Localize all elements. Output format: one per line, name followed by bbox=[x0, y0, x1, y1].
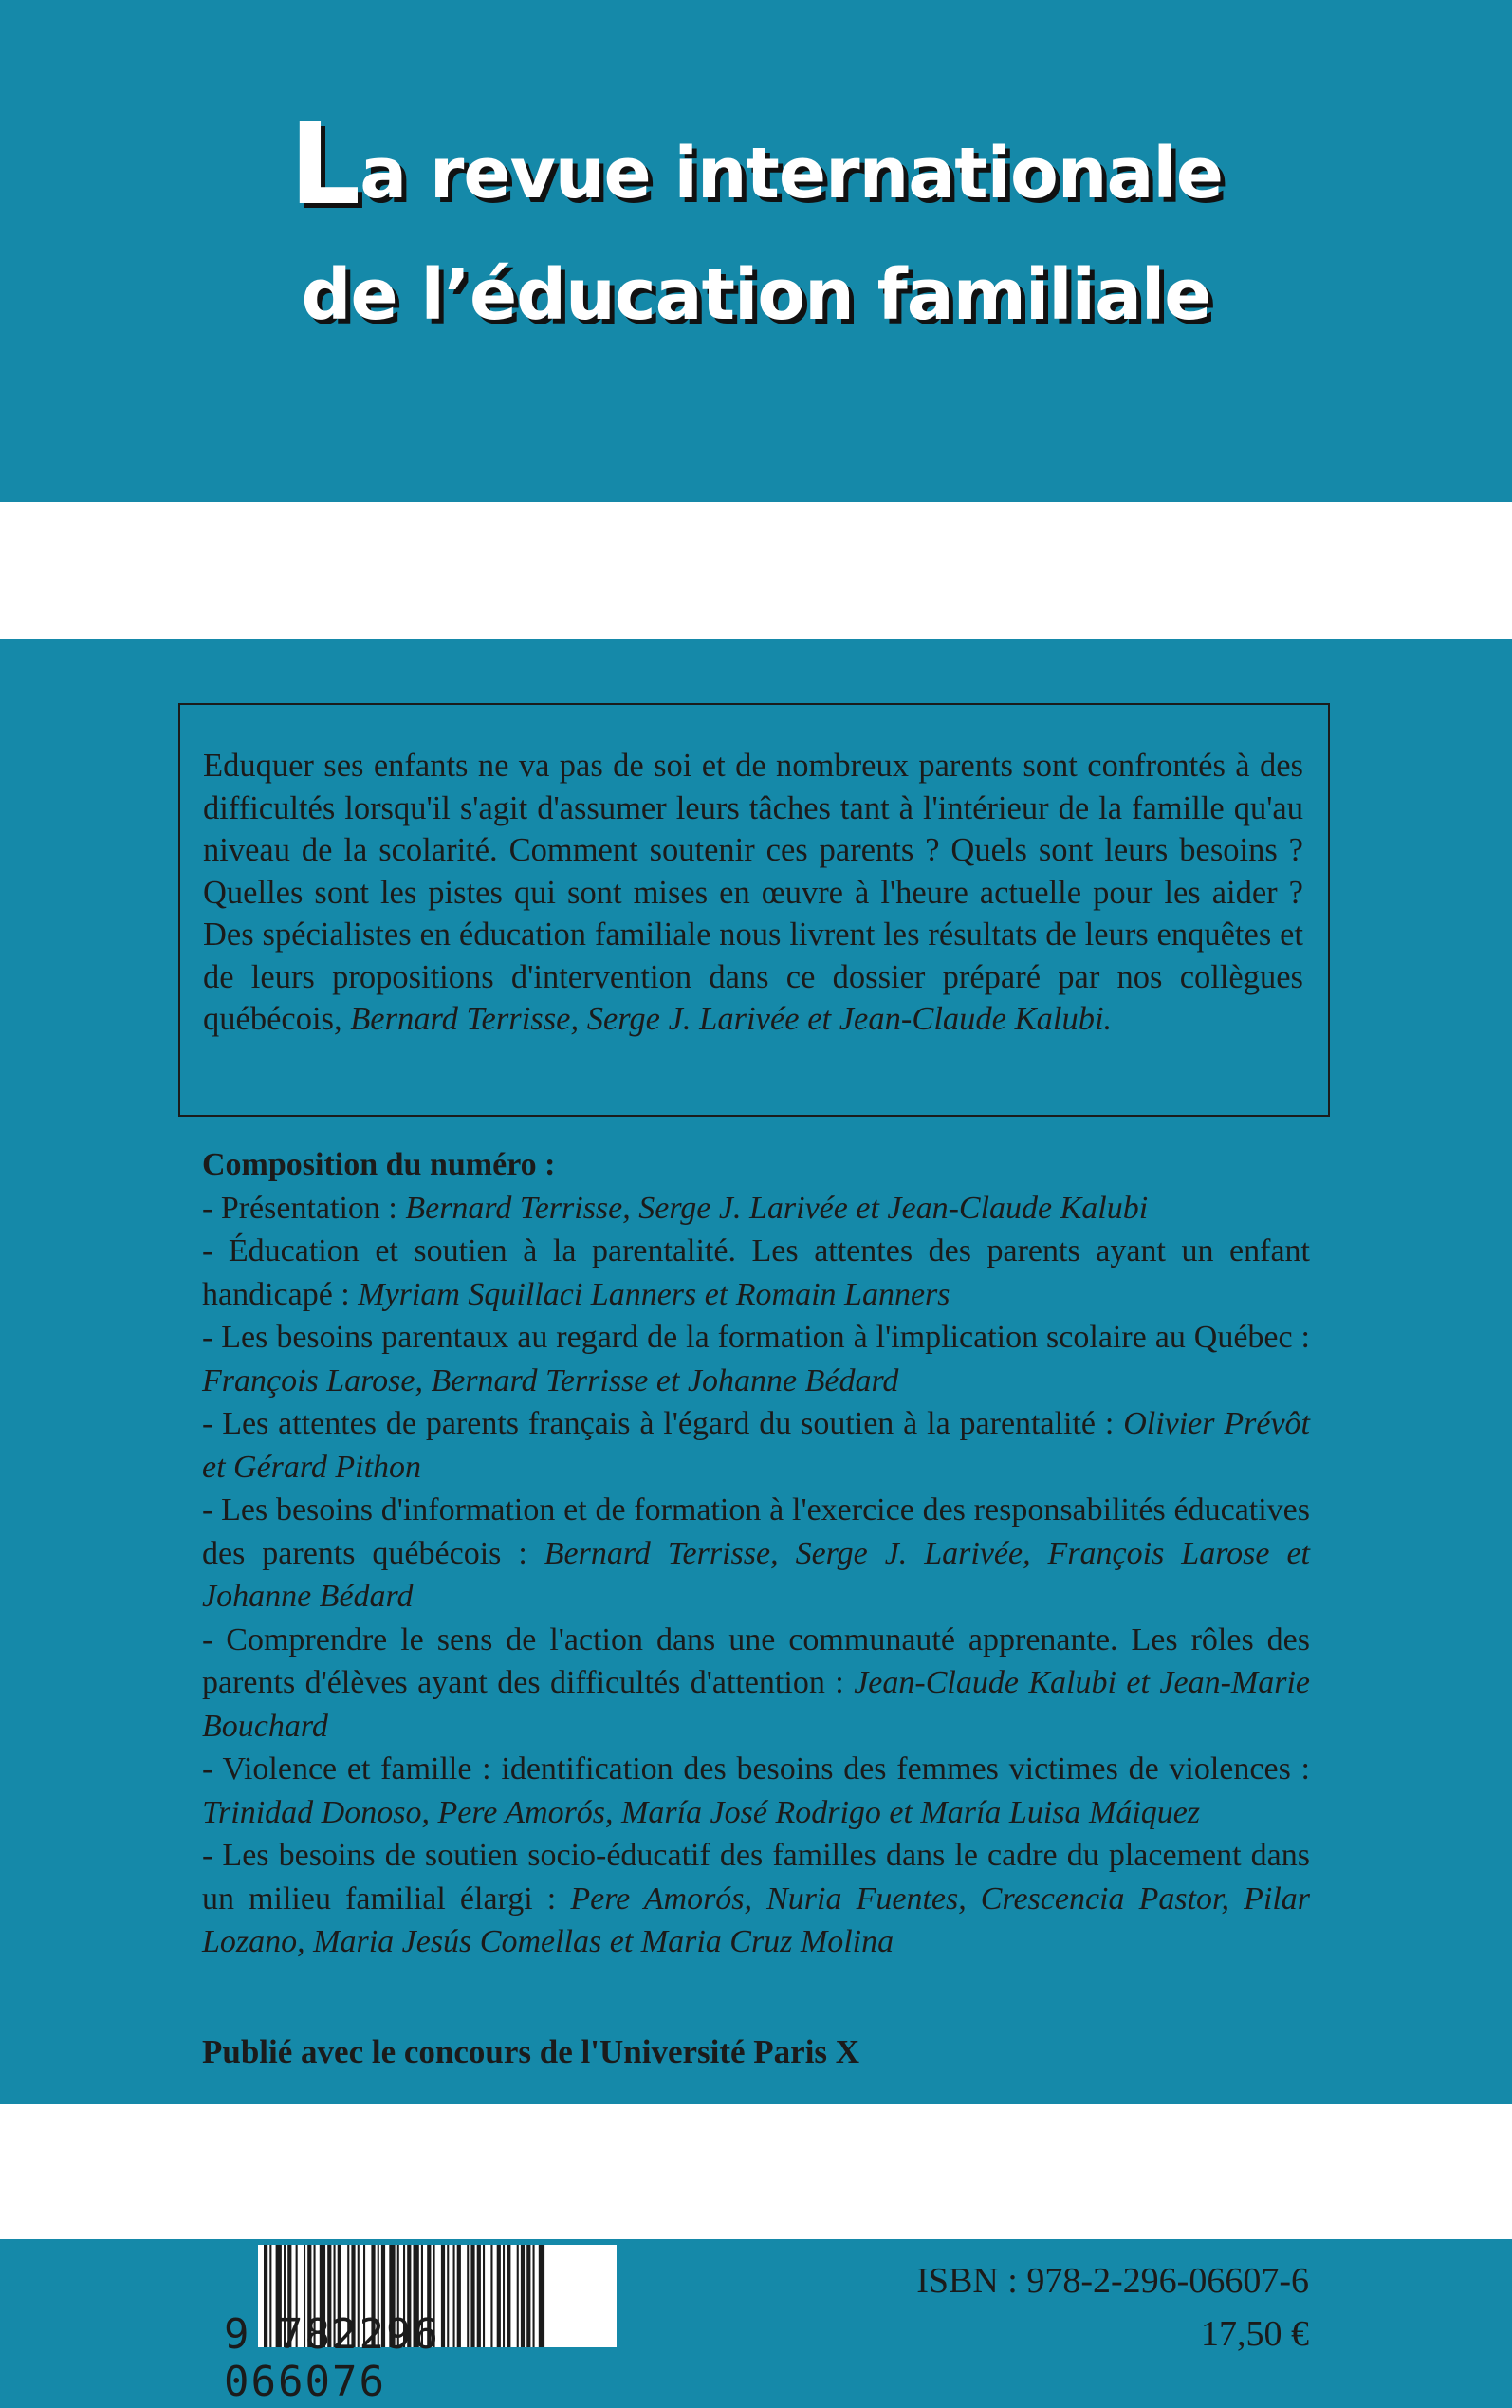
entry-authors: François Larose, Bernard Terrisse et Johanne Bédard bbox=[202, 1362, 899, 1398]
composition-heading: Composition du numéro : bbox=[202, 1147, 556, 1182]
list-item bbox=[202, 1489, 1310, 1619]
barcode-digits: 9 782296 066076 bbox=[224, 2310, 440, 2406]
intro-text: Eduquer ses enfants ne va pas de soi et de nombreux parents sont confrontés à des difficultés lorsqu'il s'agit d'assumer leurs tâches tant à l'intérieur de la famille qu'au niveau de la scolarité. Comment soutenir ces parents ? Quels sont leurs besoins ? Quelles sont les pistes qui sont mises en œuvre à l'heure actuelle pour les aider ? Des spécialistes en éducation familiale nous livrent les résultats de leurs enquêtes et de leurs propositions d'intervention dans ce dossier préparé par nos collègues québécois, bbox=[203, 748, 1303, 1037]
entry-title: - Éducation et soutien à la parentalité. Les attentes des parents ayant un enfant handicapé : bbox=[202, 1233, 1310, 1312]
entry-title: - Présentation : bbox=[202, 1190, 406, 1226]
list-item bbox=[202, 1316, 1310, 1402]
entry-authors: Bernard Terrisse, Serge J. Larivée, François Larose et Johanne Bédard bbox=[202, 1535, 1310, 1614]
title-initial: L bbox=[289, 99, 360, 230]
publisher-note: Publié avec le concours de l'Université Paris X bbox=[202, 2033, 860, 2070]
entry-authors: Jean-Claude Kalubi et Jean-Marie Bouchard bbox=[202, 1665, 1311, 1744]
entry-title: - Les besoins d'information et de formation à l'exercice des responsabilités éducatives des parents québécois : bbox=[202, 1492, 1310, 1571]
entry-title: - Violence et famille : identification des besoins des femmes victimes de violences : bbox=[202, 1751, 1310, 1787]
entry-authors: Olivier Prévôt et Gérard Pithon bbox=[202, 1406, 1310, 1485]
price: 17,50 € bbox=[1201, 2314, 1309, 2354]
intro-paragraph bbox=[203, 745, 1303, 1041]
list-item bbox=[202, 1619, 1310, 1749]
entry-title: - Comprendre le sens de l'action dans une communauté apprenante. Les rôles des parents d'élèves ayant des difficultés d'attention : bbox=[202, 1621, 1310, 1700]
entry-title: - Les besoins parentaux au regard de la formation à l'implication scolaire au Québec : bbox=[202, 1320, 1310, 1355]
entry-authors: Bernard Terrisse, Serge J. Larivée et Jean-Claude Kalubi bbox=[405, 1190, 1149, 1226]
list-item bbox=[202, 1748, 1310, 1834]
list-item bbox=[202, 1834, 1310, 1964]
entry-authors: Pere Amorós, Nuria Fuentes, Crescencia Pastor, Pilar Lozano, Maria Jesús Comellas et Maria Cruz Molina bbox=[202, 1880, 1310, 1959]
contents-list bbox=[202, 1187, 1310, 1964]
entry-authors: Myriam Squillaci Lanners et Romain Lanners bbox=[358, 1276, 950, 1312]
isbn: ISBN : 978-2-296-06607-6 bbox=[916, 2261, 1309, 2301]
list-item bbox=[202, 1230, 1310, 1316]
journal-title-line-2: de l’éducation familiale bbox=[301, 254, 1211, 336]
journal-title-line-1 bbox=[0, 99, 1512, 230]
list-item bbox=[202, 1402, 1310, 1489]
title-line-1-rest: a revue internationale bbox=[360, 133, 1223, 214]
top-color-band bbox=[0, 0, 1512, 502]
entry-title: - Les besoins de soutien socio-éducatif des familles dans le cadre du placement dans un milieu familial élargi : bbox=[202, 1838, 1310, 1917]
table-of-contents bbox=[202, 1143, 1310, 1964]
intro-authors: Bernard Terrisse, Serge J. Larivée et Jean-Claude Kalubi. bbox=[350, 1001, 1113, 1037]
entry-authors: Trinidad Donoso, Pere Amorós, María José Rodrigo et María Luisa Máiquez bbox=[202, 1794, 1201, 1830]
list-item bbox=[202, 1187, 1310, 1231]
entry-title: - Les attentes de parents français à l'égard du soutien à la parentalité : bbox=[202, 1406, 1124, 1441]
intro-box bbox=[178, 703, 1330, 1117]
